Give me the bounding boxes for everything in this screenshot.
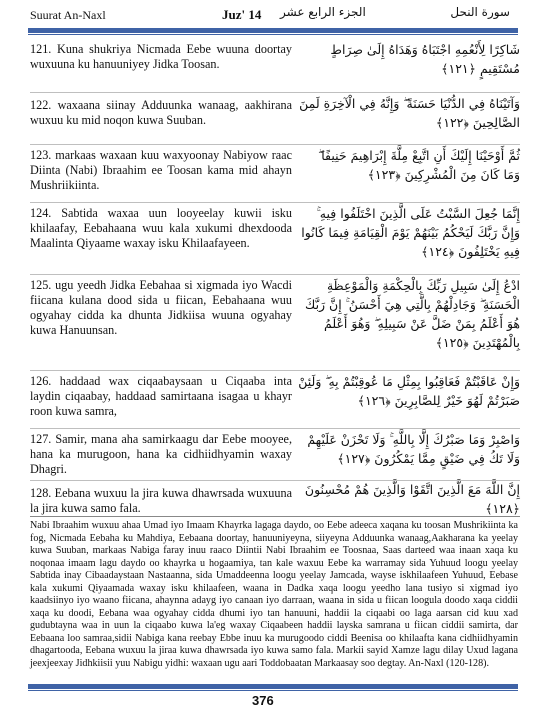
- verse-124-translation: 124. Sabtida waxaa uun looyeelay kuwii isku khilaafay, Eebahaana wuu kala xukumi dhexdooda Maalinta Qiyaame waxay isku Khilaafayeen.: [30, 206, 292, 250]
- surah-name-latin: Suurat An-Naxl: [30, 8, 106, 22]
- page-header: [0, 0, 540, 30]
- commentary-text: Nabi Ibraahim wuxuu ahaa Umad iyo Imaam Khayrka lagaga daydo, oo Eebe adeeca xaqana ku toosan Mushrikiinta ka fog, Nicmada Eebaha ku Mahdiya, Eebaana doortay, hanuuniyeyna, siiyeyna Adduunka wanaag,Aakharana ka yeelay kuwa Suuban, markaas Nabiga faray inuu raaco Diintii Nabi Ibraahim ee Toosnaa, Saas darteed waa inaan xaqa ku noqonaa imaam lagu daydo oo khayrka u hogaamiya, tan kale waxuu Eebe ka warramay sida Yuhuud loogu yeelay Sabtida inay Cibaadaystaan Nastaanna, sida Umaddeenna loogu yeelay Jamcada, wayse iskhilaafeen Yuhuud, Eebase kala xukumi Qiyaamada waxay isku khilaafeen, waana in Dadka xaqa loogu yeedho lana tusiyo si xigmad iyo kaadsiinyo iyo waano fiicana, ahaynna adayg iyo canaan iyo darraan, waana in sida u fiican loogula doodo xaqa ciddii xaqa ku doodi, Eebana waa ogyahay cidda dhumi iyo tan hanuuni, haddii la ciqaabi oo laga aarsan cid kuu xad gudubtayna waa in uun la ciqaabo kuwa la'eg waxay Ciqaabeen haddii layska samrana u fiican ciddii samirta, dar Eebaana loo samraa,sidii Nabiga kana reebay Ebbe inuu ka murugoodo ciddi Beenisa oo khilaafta kana cidhiidhyamin dhagartooda, Eebana wuxuu la jiraa kuwa dhawrsada iyo kuwa samo fala. Markii sayid Xamze lagu dilay Uxud lagana jeexjeexay Jidhkiisii yuu Nabigu yidhi: waxaan ugu aari Toddobaatan Markaasay soo degtay. An-Naxl (120-128).: [30, 520, 518, 669]
- juz-label-arabic: الجزء الرابع عشر: [280, 5, 366, 19]
- surah-name-arabic: سورة النحل: [450, 5, 510, 19]
- verse-divider: [30, 480, 520, 481]
- verse-121-translation: 121. Kuna shukriya Nicmada Eebe wuuna doortay wuxuuna ku hanuuniyey Jidka Toosan.: [30, 42, 292, 71]
- verse-divider: [30, 370, 520, 371]
- verse-122-arabic: وَآتَيْنَاهُ فِي الدُّنْيَا حَسَنَةً ۖ وَإِنَّهُ فِي الْآخِرَةِ لَمِنَ الصَّالِحِينَ ﴿١٢٢﴾: [299, 96, 520, 130]
- verse-126-translation: 126. haddaad wax ciqaabaysaan u Ciqaaba inta laydin ciqaabay, haddaad samirtaana isagaa u khayr roon kuwa samra,: [30, 374, 292, 418]
- verse-127-arabic: وَاصْبِرْ وَمَا صَبْرُكَ إِلَّا بِاللَّهِ ۚ وَلَا تَحْزَنْ عَلَيْهِمْ وَلَا تَكُ فِي ضَيْقٍ مِمَّا يَمْكُرُونَ ﴿١٢٧﴾: [307, 432, 520, 466]
- verse-125-arabic: ادْعُ إِلَىٰ سَبِيلِ رَبِّكَ بِالْحِكْمَةِ وَالْمَوْعِظَةِ الْحَسَنَةِ ۖ وَجَادِلْهُمْ بِالَّتِي هِيَ أَحْسَنُ ۚ إِنَّ رَبَّكَ هُوَ أَعْلَمُ بِمَنْ ضَلَّ عَنْ سَبِيلِهِ ۖ وَهُوَ أَعْلَمُ بِالْمُهْتَدِينَ ﴿١٢٥﴾: [305, 278, 520, 350]
- commentary-divider: [30, 516, 520, 517]
- verse-127-translation: 127. Samir, mana aha samirkaagu dar Eebe mooyee, hana ka murugoon, hana ka cidhiidhyamin waxay Dhagri.: [30, 432, 292, 476]
- verse-divider: [30, 274, 520, 275]
- verse-122-translation: 122. waxaana siinay Adduunka wanaag, aakhirana wuxuu ku mid noqon kuwa Suuban.: [30, 98, 292, 127]
- header-rule-thin: [28, 34, 518, 35]
- verse-126-arabic: وَإِنْ عَاقَبْتُمْ فَعَاقِبُوا بِمِثْلِ مَا عُوقِبْتُمْ بِهِ ۖ وَلَئِنْ صَبَرْتُمْ لَهُوَ خَيْرٌ لِلصَّابِرِينَ ﴿١٢٦﴾: [298, 374, 520, 408]
- footer-rule: [28, 684, 518, 689]
- verse-128-arabic: إِنَّ اللَّهَ مَعَ الَّذِينَ اتَّقَوْا وَالَّذِينَ هُمْ مُحْسِنُونَ ﴿١٢٨﴾: [304, 482, 520, 516]
- verse-divider: [30, 144, 520, 145]
- verse-128-translation: 128. Eebana wuxuu la jira kuwa dhawrsada wuxuuna la jira kuwa samo fala.: [30, 486, 292, 515]
- verse-divider: [30, 428, 520, 429]
- juz-label: Juz' 14: [222, 7, 262, 22]
- verse-divider: [30, 202, 520, 203]
- verse-121-arabic: شَاكِرًا لِأَنْعُمِهِ اجْتَبَاهُ وَهَدَاهُ إِلَىٰ صِرَاطٍ مُسْتَقِيمٍ ﴿١٢١﴾: [330, 42, 520, 76]
- header-rule: [28, 28, 518, 33]
- verse-125-translation: 125. ugu yeedh Jidka Eebahaa si xigmada iyo Wacdi fiicana kulana dood sida u fiican, Eebahaana wuu ogyahay cidda ka dhunta Jidkiisa wuuna ogyahay kuwa Hanuunsan.: [30, 278, 292, 337]
- page-number: 376: [252, 693, 274, 708]
- verse-divider: [30, 92, 520, 93]
- verse-123-arabic: ثُمَّ أَوْحَيْنَا إِلَيْكَ أَنِ اتَّبِعْ مِلَّةَ إِبْرَاهِيمَ حَنِيفًا ۖ وَمَا كَانَ مِنَ الْمُشْرِكِينَ ﴿١٢٣﴾: [318, 148, 520, 182]
- footer-rule-thin: [28, 690, 518, 691]
- verse-124-arabic: إِنَّمَا جُعِلَ السَّبْتُ عَلَى الَّذِينَ اخْتَلَفُوا فِيهِ ۚ وَإِنَّ رَبَّكَ لَيَحْكُمُ بَيْنَهُمْ يَوْمَ الْقِيَامَةِ فِيمَا كَانُوا فِيهِ يَخْتَلِفُونَ ﴿١٢٤﴾: [301, 206, 520, 259]
- verse-123-translation: 123. markaas waxaan kuu waxyoonay Nabiyow raac Diinta (Nabi) Ibraahim ee Toosan kama mid ahayn Mushriikiinta.: [30, 148, 292, 192]
